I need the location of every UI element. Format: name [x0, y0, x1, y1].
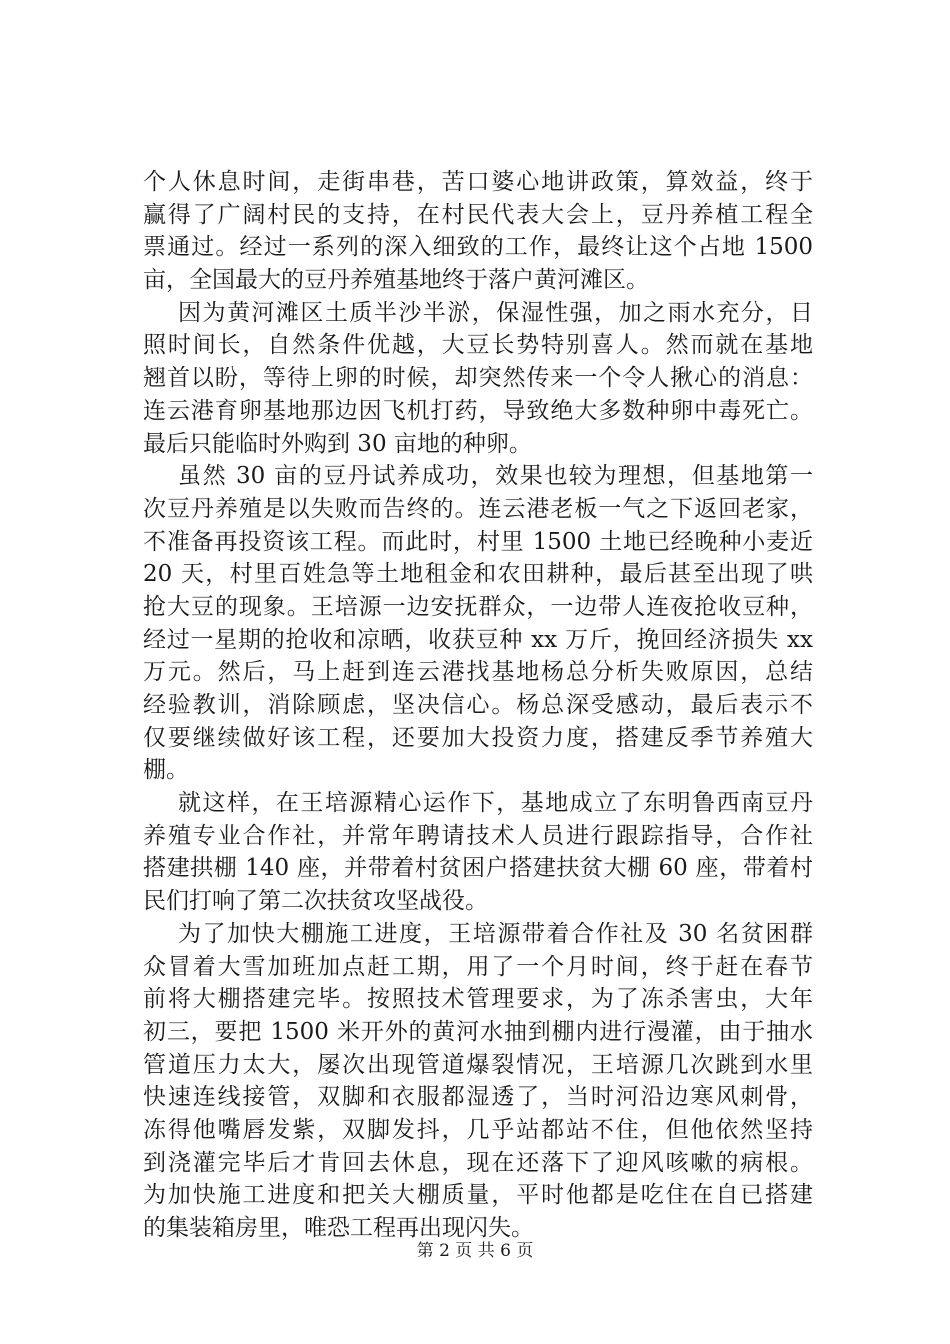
text-line: 搭建拱棚 140 座，并带着村贫困户搭建扶贫大棚 60 座，带着村 [143, 855, 813, 882]
text-line: 棚。 [143, 757, 189, 784]
text-line: 民们打响了第二次扶贫攻坚战役。 [143, 888, 488, 915]
text-line: 经验教训，消除顾虑，坚决信心。杨总深受感动，最后表示不 [143, 692, 813, 718]
text-line: 最后只能临时外购到 30 亩地的种卵。 [143, 430, 532, 457]
text-line: 快速连线接管，双脚和衣服都湿透了，当时河沿边寒风刺骨， [143, 1084, 813, 1111]
paragraph [143, 787, 813, 918]
text-line: 翘首以盼，等待上卵的时候，却突然传来一个令人揪心的消息： [143, 365, 813, 392]
text-line: 到浇灌完毕后才肯回去休息，现在还落下了迎风咳嗽的病根。 [143, 1149, 813, 1176]
text-line: 抢大豆的现象。王培源一边安抚群众，一边带人连夜抢收豆种， [143, 593, 813, 620]
text-line: 虽然 30 亩的豆丹试养成功，效果也较为理想，但基地第一 [178, 463, 813, 490]
text-line: 20 天，村里百姓急等土地租金和农田耕种，最后甚至出现了哄 [143, 561, 813, 588]
text-line: 赢得了广阔村民的支持，在村民代表大会上，豆丹养植工程全 [143, 201, 813, 228]
text-line: 初三，要把 1500 米开外的黄河水抽到棚内进行漫灌，由于抽水 [143, 1018, 813, 1045]
text-line: 经过一星期的抢收和凉晒，收获豆种 xx 万斤，挽回经济损失 xx [143, 626, 813, 653]
text-line: 亩，全国最大的豆丹养殖基地终于落户黄河滩区。 [143, 267, 649, 294]
text-line: 为加快施工进度和把关大棚质量，平时他都是吃住在自已搭建 [143, 1182, 813, 1209]
text-line: 就这样，在王培源精心运作下，基地成立了东明鲁西南豆丹 [178, 790, 813, 817]
text-line: 照时间长，自然条件优越，大豆长势特别喜人。然而就在基地 [143, 332, 813, 359]
text-line: 众冒着大雪加班加点赶工期，用了一个月时间，终于赶在春节 [143, 953, 813, 980]
paragraph [143, 460, 813, 787]
paragraph [143, 297, 813, 460]
paragraph [143, 166, 813, 297]
text-line: 次豆丹养殖是以失败而告终的。连云港老板一气之下返回老家， [143, 495, 813, 522]
text-line: 不准备再投资该工程。而此时，村里 1500 土地已经晚种小麦近 [143, 528, 813, 555]
paragraph [143, 918, 813, 1245]
page-number-footer: 第 2 页 共 6 页 [416, 1241, 534, 1261]
text-line: 为了加快大棚施工进度，王培源带着合作社及 30 名贫困群 [178, 920, 813, 947]
text-line: 个人休息时间，走街串巷，苦口婆心地讲政策，算效益，终于 [143, 169, 813, 195]
text-line: 因为黄河滩区土质半沙半淤，保湿性强，加之雨水充分，日 [178, 299, 813, 326]
text-line: 管道压力太大，屡次出现管道爆裂情况，王培源几次跳到水里 [143, 1051, 813, 1078]
text-line: 仅要继续做好该工程，还要加大投资力度，搭建反季节养殖大 [143, 724, 813, 751]
text-line: 冻得他嘴唇发紫，双脚发抖，几乎站都站不住，但他依然坚持 [143, 1116, 813, 1143]
text-line: 连云港育卵基地那边因飞机打药，导致绝大多数种卵中毒死亡。 [143, 397, 813, 424]
text-line: 养殖专业合作社，并常年聘请技术人员进行跟踪指导，合作社 [143, 822, 813, 849]
text-line: 票通过。经过一系列的深入细致的工作，最终让这个占地 1500 [143, 234, 813, 261]
text-line: 的集装箱房里，唯恐工程再出现闪失。 [143, 1215, 534, 1241]
text-line: 前将大棚搭建完毕。按照技术管理要求，为了冻杀害虫，大年 [143, 986, 813, 1013]
document-body [143, 166, 813, 1245]
text-line: 万元。然后，马上赶到连云港找基地杨总分析失败原因，总结 [143, 659, 813, 686]
